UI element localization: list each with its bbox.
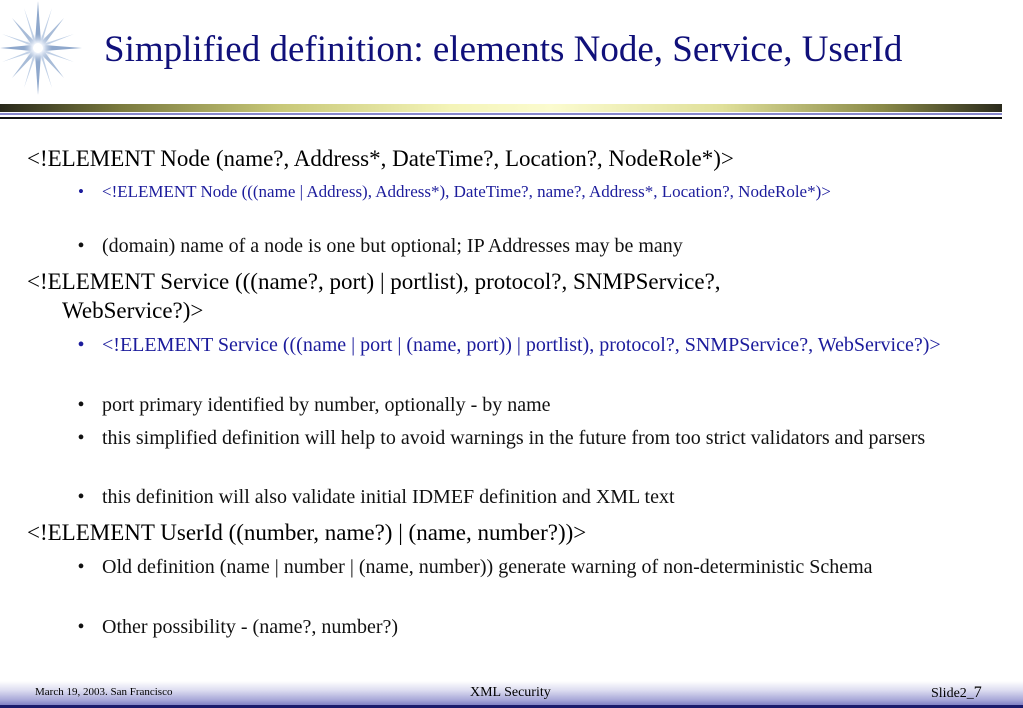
list-item [72,425,992,452]
list-item [72,614,992,641]
slide-number [931,684,982,702]
list-item [72,554,992,581]
slide-num: 7 [973,684,982,701]
footer-date: March 19, 2003. San Francisco [35,686,173,698]
node-element-heading: <!ELEMENT Node (name?, Address*, DateTime?, Location?, NodeRole*)> [27,146,734,171]
bullet-icon: • [77,235,85,257]
service-bullet-definition: <!ELEMENT Service (((name | port | (name, port)) | portlist), protocol?, SNMPService?, WebService?)> [102,334,941,356]
userid-bullet-old-definition: Old definition (name | number | (name, number)) generate warning of non-deterministic Schema [102,556,873,578]
service-heading-line1: <!ELEMENT Service (((name?, port) | portlist), protocol?, SNMPService?, [27,269,721,294]
header-divider [0,104,1002,112]
bullet-icon: • [77,334,85,356]
bullet-icon: • [77,486,85,508]
header-divider-blue [0,113,1002,115]
header-divider-black [0,117,1002,119]
list-item [72,332,992,359]
bullet-icon: • [77,394,85,416]
list-item [72,392,992,419]
userid-bullet-other: Other possibility - (name?, number?) [102,616,399,638]
userid-element-heading: <!ELEMENT UserId ((number, name?) | (name, number?))> [27,520,587,545]
starburst-logo-icon [0,0,90,100]
node-bullet-definition: <!ELEMENT Node (((name | Address), Address*), DateTime?, name?, Address*, Location?, NodeRole*)> [102,182,831,201]
slide-label: Slide2_ [931,686,974,701]
list-item [72,484,992,511]
bullet-icon: • [78,182,84,201]
node-bullet-note: (domain) name of a node is one but optional; IP Addresses may be many [102,235,683,257]
service-element-heading [27,267,977,325]
bullet-icon: • [77,427,85,449]
service-heading-line2: WebService?)> [62,298,204,323]
slide-title: Simplified definition: elements Node, Service, UserId [104,29,903,70]
bullet-icon: • [77,616,85,638]
service-bullet-port: port primary identified by number, optionally - by name [102,394,551,416]
bullet-icon: • [77,556,85,578]
list-item [72,180,992,203]
service-bullet-simplified: this simplified definition will help to avoid warnings in the future from too strict validators and parsers [102,427,926,449]
footer-title: XML Security [470,685,551,700]
list-item [72,233,992,260]
service-bullet-validate: this definition will also validate initial IDMEF definition and XML text [102,486,675,508]
